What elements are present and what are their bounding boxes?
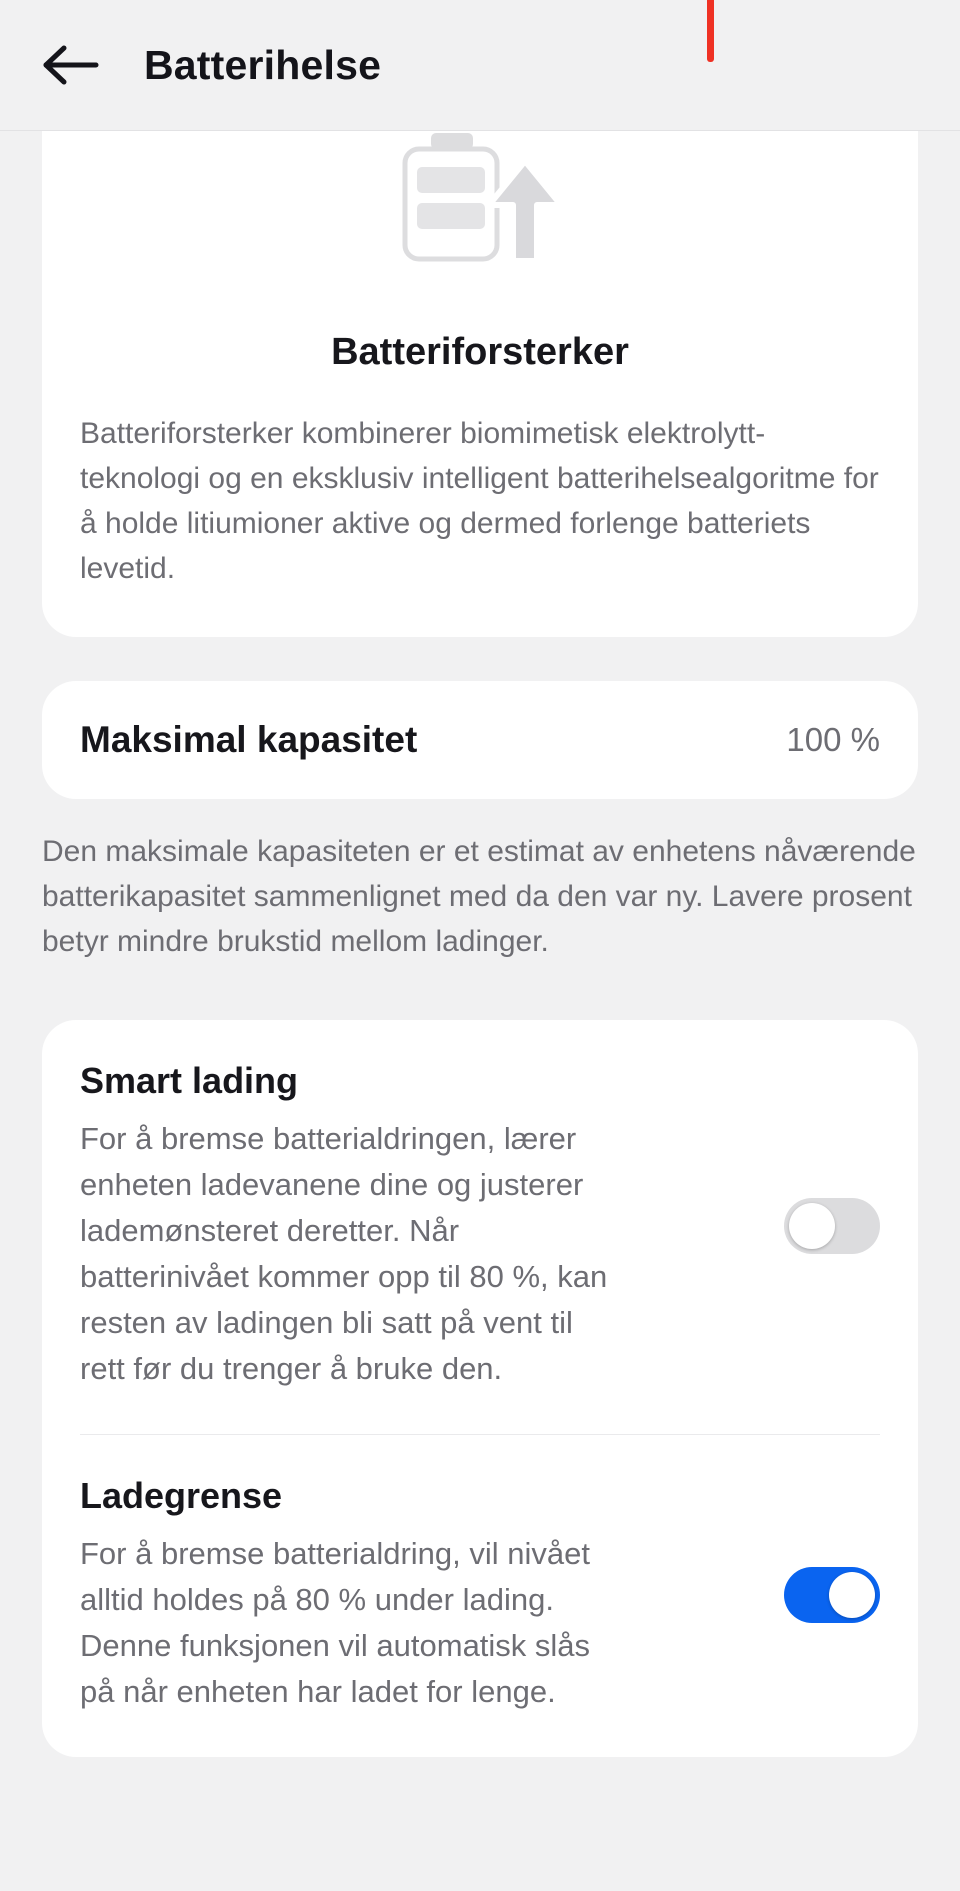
smart-charging-title: Smart lading [80,1060,299,1101]
max-capacity-label: Maksimal kapasitet [80,719,418,760]
max-capacity-footnote: Den maksimale kapasiteten er et estimat av enhetens nåværende batterikapasitet sammenlignet med da den var ny. Lavere prosent betyr mindre brukstid mellom ladinger. [42,835,916,958]
smart-charging-description: For å bremse batterialdringen, lærer enheten ladevanene dine og justerer lademønsteret deretter. Når batterinivået kommer opp til 80 %, kan resten av ladingen bli satt på vent til rett før du trenger å bruke den. [80,1121,608,1386]
charging-settings-card [42,1020,918,1757]
battery-boost-icon [80,131,880,271]
toggle-knob [789,1203,835,1249]
booster-description: Batteriforsterker kombinerer biomimetisk elektrolytt-teknologi og en eksklusiv intelligent batterihelsealgoritme for å holde litiumioner aktive og dermed forlenge batteriets levetid. [80,417,879,585]
status-indicator-bar [707,0,714,62]
smart-charging-row[interactable] [80,1020,880,1434]
max-capacity-value: 100 % [786,721,880,758]
charge-limit-description: For å bremse batterialdring, vil nivået alltid holdes på 80 % under lading. Denne funksjonen vil automatisk slås på når enheten har ladet for lenge. [80,1536,591,1709]
smart-charging-toggle[interactable] [784,1198,880,1254]
booster-title: Batteriforsterker [331,331,629,373]
page-title: Batterihelse [144,41,382,88]
battery-booster-card [42,131,918,637]
arrow-left-icon[interactable] [42,36,100,94]
spacer [0,637,960,681]
max-capacity-row[interactable] [42,681,918,799]
charge-limit-row[interactable] [80,1434,880,1757]
charge-limit-title: Ladegrense [80,1475,283,1516]
spacer [0,964,960,1020]
charge-limit-toggle[interactable] [784,1567,880,1623]
charge-limit-text [80,1475,620,1715]
scroll-content[interactable] [0,131,960,1891]
smart-charging-text [80,1060,620,1392]
app-bar [0,0,960,131]
toggle-knob [829,1572,875,1618]
